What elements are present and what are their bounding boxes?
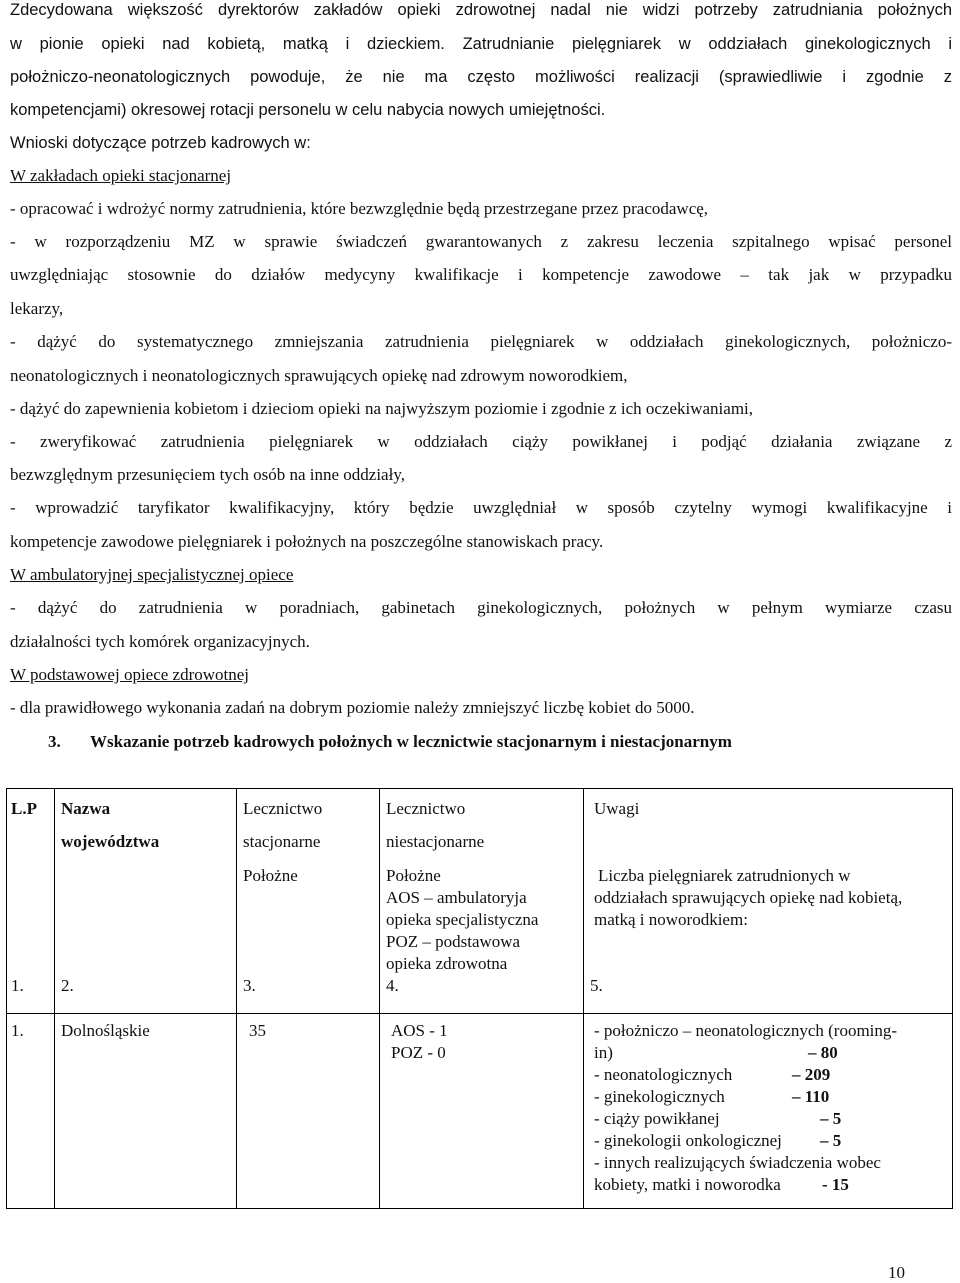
ambulatory-heading: W ambulatoryjnej specjalistycznej opiece (10, 565, 294, 584)
name-header: województwa (61, 832, 160, 851)
intro-line: Zdecydowana większość dyrektorów zakładów opieki zdrowotnej nadal nie widzi potrzeby zatrudniania położnych (10, 1, 952, 19)
stationary-heading: W zakładach opieki stacjonarnej (10, 166, 232, 185)
lp-header-cell (7, 789, 55, 866)
nonstat-sub-line: opieka specjalistyczna (386, 910, 539, 929)
notes-sub-cell (584, 865, 953, 973)
note-value: – 80 (808, 1043, 838, 1062)
name-header-cell (55, 789, 237, 866)
nonstat-sub-cell (380, 865, 584, 973)
name-header: Nazwa (61, 799, 111, 818)
intro-line: kompetencjami) okresowej rotacji personelu w celu nabycia nowych umiejętności. (10, 101, 606, 119)
staffing-table (6, 788, 953, 1209)
col-number: 5. (590, 976, 603, 995)
primary-item: - dla prawidłowego wykonania zadań na dobrym poziomie należy zmniejszyć liczbę kobiet do 5000. (10, 698, 695, 717)
row-nonstationary: AOS - 1 (391, 1021, 448, 1040)
intro-line: położniczo-neonatologicznych powoduje, że nie ma często możliwości realizacji (sprawiedliwie i zgodnie z (10, 68, 952, 86)
table-subheader-row (7, 865, 953, 973)
stat-sub-cell (237, 865, 380, 973)
note-value: – 5 (820, 1109, 842, 1128)
nonstat-header-cell (380, 789, 584, 866)
note-label: - ginekologii onkologicznej (594, 1131, 782, 1150)
nonstat-sub-line: POZ – podstawowa (386, 932, 521, 951)
section-number: 3. (48, 732, 61, 751)
row-notes (584, 1014, 953, 1209)
table-numbers-row (7, 973, 953, 1014)
conclusions-heading: Wnioski dotyczące potrzeb kadrowych w: (10, 134, 311, 152)
col-number: 1. (11, 976, 24, 995)
notes-sub-line: oddziałach sprawujących opiekę nad kobietą, (594, 888, 903, 907)
row-nonstationary: POZ - 0 (391, 1043, 446, 1062)
primary-heading: W podstawowej opiece zdrowotnej (10, 665, 250, 684)
stationary-item: - w rozporządzeniu MZ w sprawie świadczeń gwarantowanych z zakresu leczenia szpitalnego wpisać personel (10, 232, 952, 251)
note-label: - ciąży powikłanej (594, 1109, 720, 1128)
note-value: – 110 (792, 1087, 830, 1106)
intro-line: w pionie opieki nad kobietą, matką i dzieckiem. Zatrudnianie pielęgniarek w oddziałach ginekologicznych i (10, 35, 952, 53)
note-value: – 5 (820, 1131, 842, 1150)
note-value: – 209 (792, 1065, 831, 1084)
stationary-item: - opracować i wdrożyć normy zatrudnienia, które bezwzględnie będą przestrzegane przez pracodawcę, (10, 199, 709, 218)
ambulatory-item: działalności tych komórek organizacyjnych. (10, 632, 310, 651)
stat-sub: Położne (243, 866, 298, 885)
stationary-item: - dążyć do zapewnienia kobietom i dzieciom opieki na najwyższym poziomie i zgodnie z ich oczekiwaniami, (10, 399, 754, 418)
stat-header-cell (237, 789, 380, 866)
table-header-row (7, 789, 953, 866)
note-value: - 15 (822, 1175, 849, 1194)
notes-header: Uwagi (594, 799, 640, 818)
page-number: 10 (888, 1263, 905, 1282)
notes-sub-line: Liczba pielęgniarek zatrudnionych w (598, 866, 851, 885)
stat-header: Lecznictwo (243, 799, 323, 818)
stationary-item: - zweryfikować zatrudnienia pielęgniarek w oddziałach ciąży powikłanej i podjąć działania związane z (10, 432, 952, 451)
nonstat-sub-line: opieka zdrowotna (386, 954, 508, 973)
note-label: in) (594, 1043, 613, 1062)
stationary-item: kompetencje zawodowe pielęgniarek i położnych na poszczególne stanowiskach pracy. (10, 532, 604, 551)
stationary-item: neonatologicznych i neonatologicznych sprawujących opiekę nad zdrowym noworodkiem, (10, 366, 628, 385)
row-lp: 1. (11, 1021, 24, 1040)
note-label: kobiety, matki i noworodka (594, 1175, 781, 1194)
stationary-item: bezwzględnym przesunięciem tych osób na inne oddziały, (10, 465, 405, 484)
stationary-item: lekarzy, (10, 299, 64, 318)
ambulatory-item: - dążyć do zatrudnienia w poradniach, gabinetach ginekologicznych, położnych w pełnym wymiarze czasu (10, 598, 952, 617)
section-title: Wskazanie potrzeb kadrowych położnych w lecznictwie stacjonarnym i niestacjonarnym (90, 732, 732, 751)
nonstat-sub-line: Położne (386, 866, 441, 885)
note-label: - innych realizujących świadczenia wobec (594, 1153, 881, 1172)
stationary-item: - wprowadzić taryfikator kwalifikacyjny, który będzie uwzględniał w sposób czytelny wymogi kwalifikacyjne i (10, 498, 952, 517)
notes-header-cell (584, 789, 953, 866)
col-number: 2. (61, 976, 74, 995)
note-label: - neonatologicznych (594, 1065, 733, 1084)
stat-header: stacjonarne (243, 832, 321, 851)
row-region: Dolnośląskie (61, 1021, 150, 1040)
nonstat-header: Lecznictwo (386, 799, 466, 818)
note-label: - położniczo – neonatologicznych (rooming- (594, 1021, 898, 1040)
row-stationary: 35 (249, 1021, 266, 1040)
lp-header: L.P (11, 799, 37, 818)
nonstat-header: niestacjonarne (386, 832, 485, 851)
notes-sub-line: matką i noworodkiem: (594, 910, 748, 929)
stationary-item: uwzględniając stosownie do działów medycyny kwalifikacje i kompetencje zawodowe – tak jak w przypadku (10, 265, 952, 284)
stationary-item: - dążyć do systematycznego zmniejszania zatrudnienia pielęgniarek w oddziałach ginekologicznych, położniczo- (10, 332, 952, 351)
note-label: - ginekologicznych (594, 1087, 725, 1106)
col-number: 4. (386, 976, 399, 995)
table-row (7, 1014, 953, 1209)
col-number: 3. (243, 976, 256, 995)
nonstat-sub-line: AOS – ambulatoryja (386, 888, 527, 907)
